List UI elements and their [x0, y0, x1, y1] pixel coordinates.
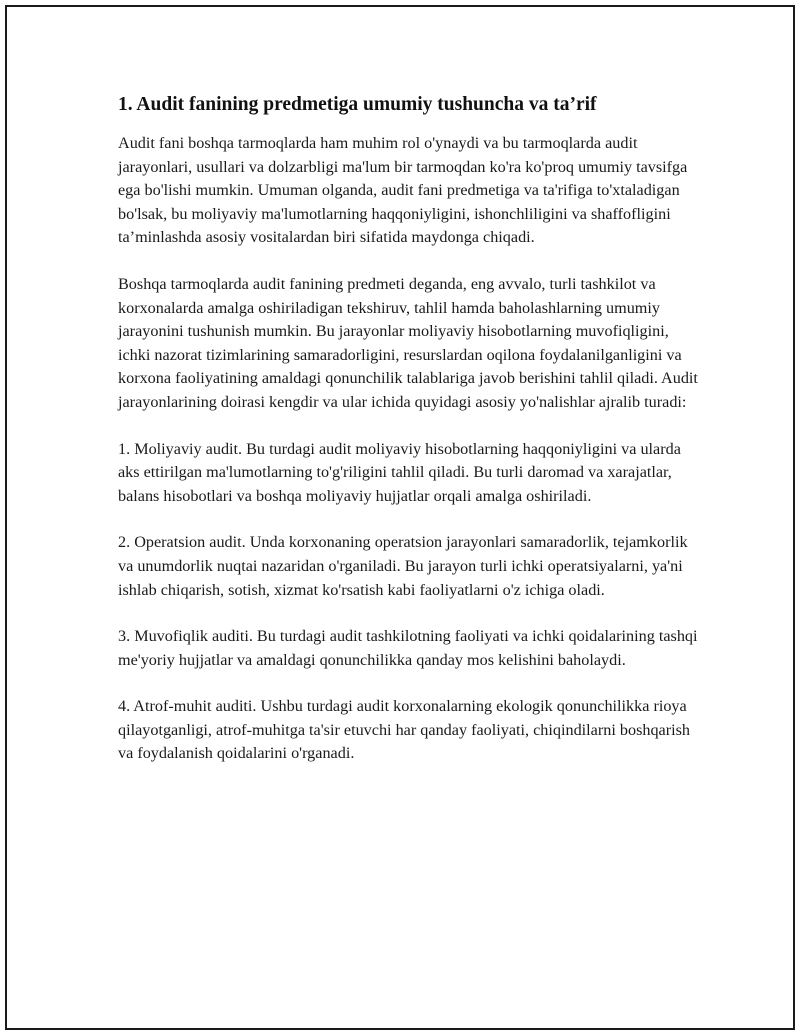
subject-paragraph: Boshqa tarmoqlarda audit fanining predmeti deganda, eng avvalo, turli tashkilot va korxonalarda amalga oshiriladigan tekshiruv, tahlil hamda baholashlarning umumiy jarayonini tushunish mumkin. Bu jarayonlar moliyaviy hisobotlarning muvofiqligini, ichki nazorat tizimlarining samaradorligini, resurslardan oqilona foydalanilganligini va korxona faoliyatining amaldagi qonunchilik talablariga javob berishini tahlil qiladi. Audit jarayonlarining doirasi kengdir va ular ichida quyidagi asosiy yo'nalishlar ajralib turadi: — [118, 274, 698, 411]
section-heading: 1. Audit fanining predmetiga umumiy tushuncha va ta’rif — [118, 94, 597, 115]
financial-audit-paragraph: 1. Moliyaviy audit. Bu turdagi audit moliyaviy hisobotlarning haqqoniyligini va ularda aks ettirilgan ma'lumotlarning to'g'riligini tahlil qiladi. Bu turli daromad va xarajatlar, balans hisobotlari va boshqa moliyaviy hujjatlar orqali amalga oshiriladi. — [118, 439, 681, 505]
document-body — [118, 92, 698, 789]
intro-paragraph: Audit fani boshqa tarmoqlarda ham muhim rol o'ynaydi va bu tarmoqlarda audit jarayonlari, usullari va dolzarbligi ma'lum bir tarmoqdan ko'ra ko'proq umumiy tavsifga ega bo'lishi mumkin. Umuman olganda, audit fani predmetiga va ta'rifiga to'xtaladigan bo'lsak, bu moliyaviy ma'lumotlarning haqqoniyligini, ishonchliligini va shaffofligini ta’minlashda asosiy vositalardan biri sifatida maydonga chiqadi. — [118, 134, 688, 247]
environmental-audit-paragraph: 4. Atrof-muhit auditi. Ushbu turdagi audit korxonalarning ekologik qonunchilikka rioya qilayotganligi, atrof-muhitga ta'sir etuvchi har qanday faoliyati, chiqindilarni boshqarish va foydalanish qoidalarini o'rganadi. — [118, 697, 691, 763]
compliance-audit-paragraph: 3. Muvofiqlik auditi. Bu turdagi audit tashkilotning faoliyati va ichki qoidalarining tashqi me'yoriy hujjatlar va amaldagi qonunchilikka qanday mos kelishini baholaydi. — [118, 627, 698, 669]
operational-audit-paragraph: 2. Operatsion audit. Unda korxonaning operatsion jarayonlari samaradorlik, tejamkorlik va unumdorlik nuqtai nazaridan o'rganiladi. Bu jarayon turli ichki operatsiyalarni, ya'ni ishlab chiqarish, sotish, xizmat ko'rsatish kabi faoliyatlarni o'z ichiga oladi. — [118, 533, 688, 599]
